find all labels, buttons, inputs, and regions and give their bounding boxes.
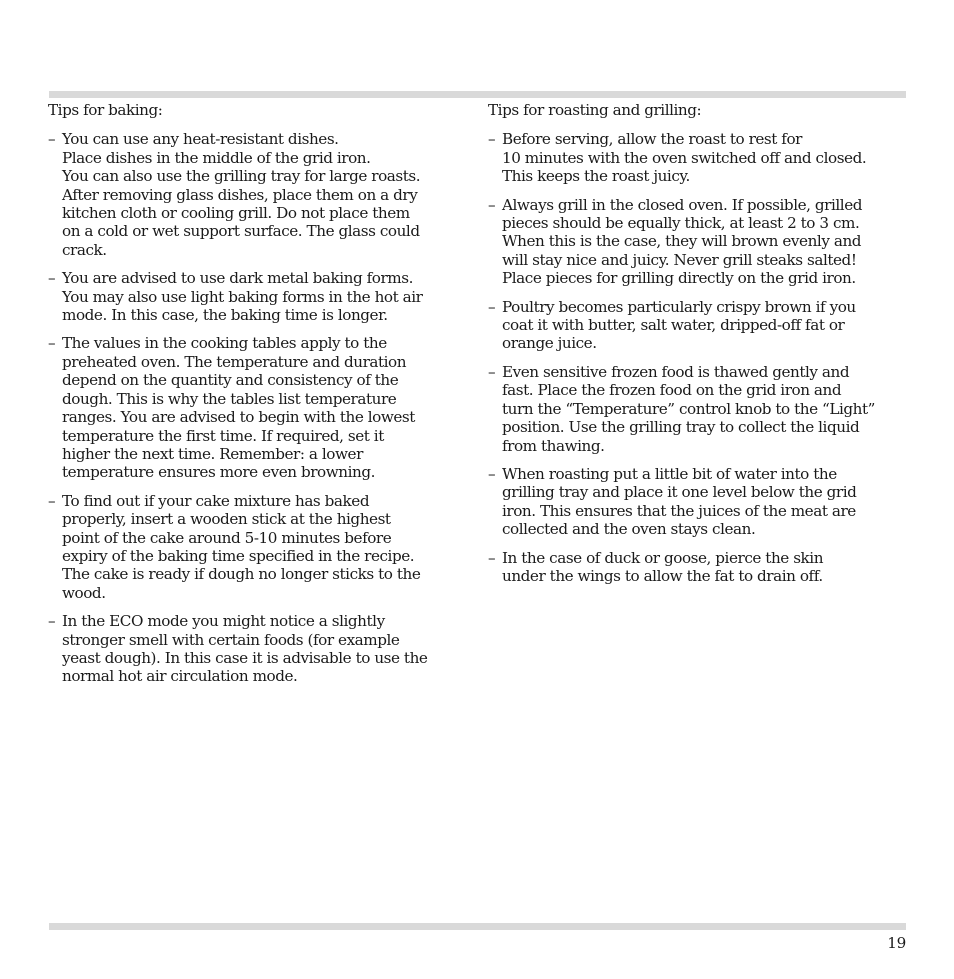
tip-text-line: You can use any heat-resistant dishes.	[62, 130, 339, 149]
roasting-tips-heading: Tips for roasting and grilling:	[488, 101, 702, 119]
bullet-dash: –	[48, 491, 56, 510]
tip-text-line: Always grill in the closed oven. If possible, grilled	[502, 195, 863, 214]
roasting-tips-column	[488, 101, 908, 595]
tip-text-line: mode. In this case, the baking time is longer.	[62, 306, 388, 325]
tip-text-line: You can also use the grilling tray for large roasts.	[62, 167, 421, 186]
tip-text-line: will stay nice and juicy. Never grill steaks salted!	[502, 250, 857, 269]
tip-text-line: on a cold or wet support surface. The glass could	[62, 222, 420, 241]
tip-text-line: The values in the cooking tables apply to the	[62, 334, 387, 353]
bullet-dash: –	[48, 130, 56, 149]
page-number: 19	[887, 934, 906, 952]
tip-text-line: 10 minutes with the oven switched off and closed.	[502, 148, 867, 167]
tip-text-line: Place dishes in the middle of the grid iron.	[62, 148, 371, 167]
tip-item	[488, 298, 908, 353]
tip-text-line: The cake is ready if dough no longer sticks to the	[62, 565, 421, 584]
tip-text-line: fast. Place the frozen food on the grid iron and	[502, 381, 842, 400]
tip-text-line: temperature the first time. If required, set it	[62, 426, 384, 445]
tip-text-line: This keeps the roast juicy.	[502, 167, 690, 186]
tip-item	[48, 612, 473, 686]
bullet-dash: –	[488, 297, 496, 316]
tip-text-line: collected and the oven stays clean.	[502, 520, 756, 539]
tip-text-line: In the ECO mode you might notice a slightly	[62, 612, 385, 631]
tip-text-line: ranges. You are advised to begin with the lowest	[62, 408, 415, 427]
tip-text-line: To find out if your cake mixture has baked	[62, 491, 370, 510]
tip-text-line: When roasting put a little bit of water into the	[502, 464, 837, 483]
tip-text-line: stronger smell with certain foods (for example	[62, 630, 400, 649]
tip-text-line: temperature ensures more even browning.	[62, 463, 376, 482]
bullet-dash: –	[488, 130, 496, 149]
tip-text-line: pieces should be equally thick, at least 2 to 3 cm.	[502, 214, 860, 233]
tip-text-line: iron. This ensures that the juices of the meat are	[502, 501, 856, 520]
tip-item	[488, 196, 908, 288]
tip-text-line: normal hot air circulation mode.	[62, 667, 298, 686]
bullet-dash: –	[48, 334, 56, 353]
bullet-dash: –	[48, 269, 56, 288]
baking-tips-heading: Tips for baking:	[48, 101, 163, 119]
tip-text-line: kitchen cloth or cooling grill. Do not place them	[62, 204, 410, 223]
tip-item	[48, 130, 473, 259]
bullet-dash: –	[48, 612, 56, 631]
tip-item	[488, 130, 908, 185]
top-divider	[49, 91, 906, 98]
tip-text-line: When this is the case, they will brown evenly and	[502, 232, 862, 251]
tip-text-line: Poultry becomes particularly crispy brown if you	[502, 297, 856, 316]
tip-text-line: dough. This is why the tables list temperature	[62, 389, 397, 408]
tip-text-line: from thawing.	[502, 436, 605, 455]
bullet-dash: –	[488, 362, 496, 381]
tip-text-line: Even sensitive frozen food is thawed gently and	[502, 362, 850, 381]
tip-text-line: crack.	[62, 240, 107, 259]
bottom-divider	[49, 923, 906, 930]
tip-text-line: Before serving, allow the roast to rest for	[502, 130, 802, 149]
tip-text-line: point of the cake around 5-10 minutes before	[62, 528, 392, 547]
tip-text-line: wood.	[62, 583, 106, 602]
tip-text-line: properly, insert a wooden stick at the highest	[62, 510, 391, 529]
bullet-dash: –	[488, 195, 496, 214]
bullet-dash: –	[488, 464, 496, 483]
tip-text-line: In the case of duck or goose, pierce the skin	[502, 548, 824, 567]
roasting-tips-list	[488, 130, 908, 585]
bullet-dash: –	[488, 548, 496, 567]
tip-text-line: You are advised to use dark metal baking forms.	[62, 269, 413, 288]
tip-text-line: higher the next time. Remember: a lower	[62, 444, 363, 463]
tip-text-line: coat it with butter, salt water, dripped-off fat or	[502, 316, 845, 335]
tip-text-line: depend on the quantity and consistency of the	[62, 371, 399, 390]
baking-tips-column	[48, 101, 473, 696]
tip-text-line: grilling tray and place it one level below the grid	[502, 483, 857, 502]
tip-text-line: position. Use the grilling tray to collect the liquid	[502, 418, 860, 437]
tip-text-line: After removing glass dishes, place them on a dry	[62, 185, 418, 204]
tip-text-line: preheated oven. The temperature and duration	[62, 352, 407, 371]
tip-item	[488, 363, 908, 455]
tip-text-line: expiry of the baking time specified in the recipe.	[62, 546, 415, 565]
tip-text-line: yeast dough). In this case it is advisable to use the	[62, 648, 428, 667]
tip-item	[488, 549, 908, 586]
tip-text-line: turn the “Temperature” control knob to the “Light”	[502, 399, 875, 418]
tip-text-line: Place pieces for grilling directly on the grid iron.	[502, 269, 856, 288]
tip-item	[488, 465, 908, 539]
tip-item	[48, 492, 473, 602]
tip-item	[48, 269, 473, 324]
tip-text-line: You may also use light baking forms in the hot air	[62, 287, 423, 306]
baking-tips-list	[48, 130, 473, 685]
tip-item	[48, 334, 473, 481]
tip-text-line: under the wings to allow the fat to drain off.	[502, 566, 823, 585]
tip-text-line: orange juice.	[502, 334, 597, 353]
